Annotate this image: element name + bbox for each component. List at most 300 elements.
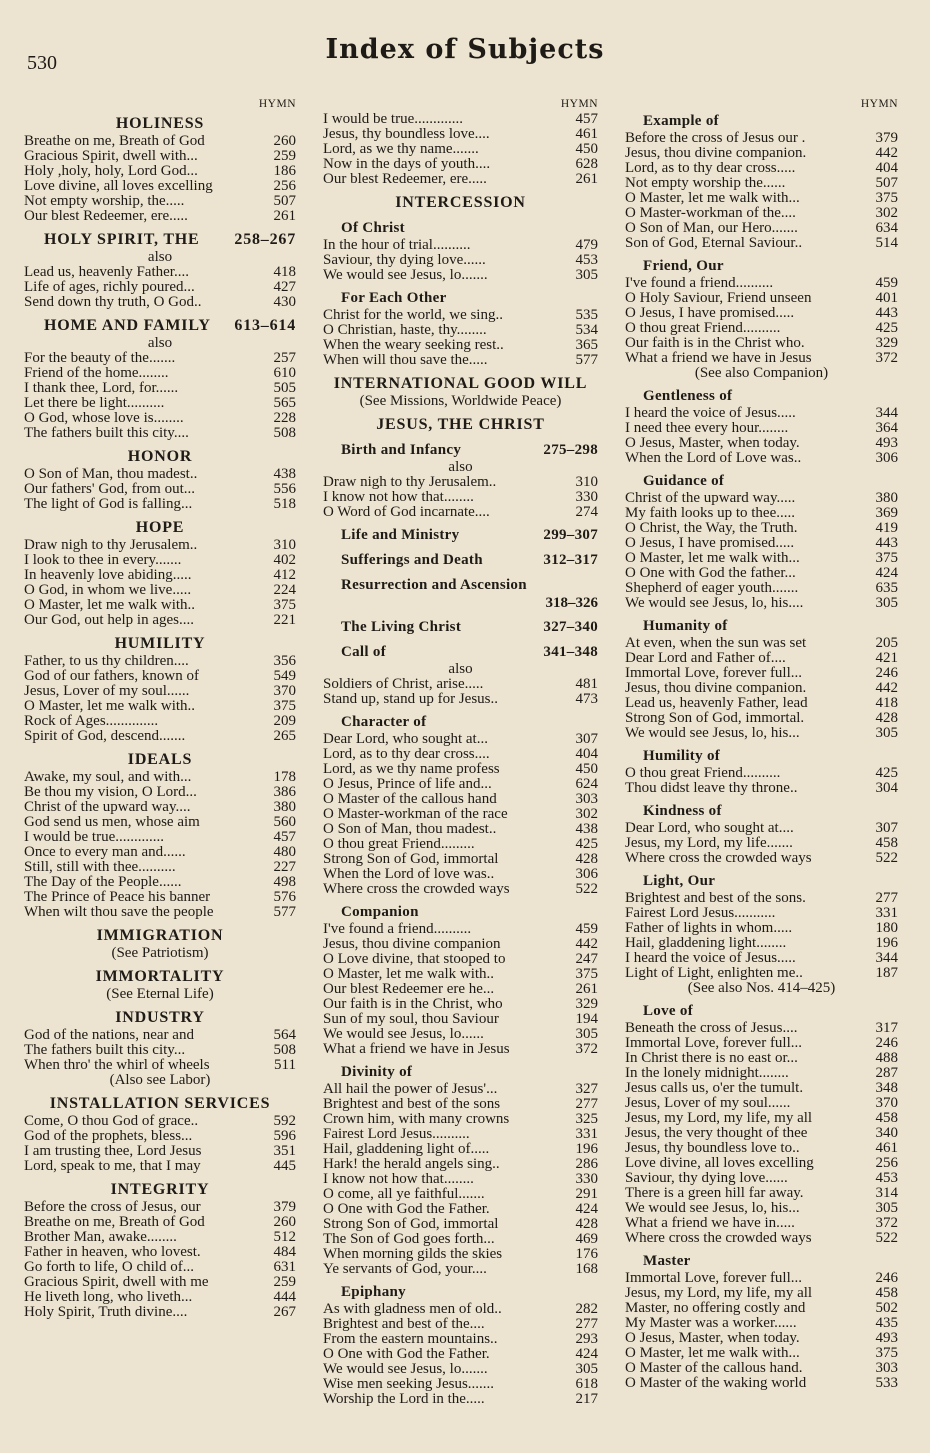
hymn-number: 453 <box>575 252 598 268</box>
section-heading <box>24 1008 296 1028</box>
index-entry <box>24 1129 296 1144</box>
index-entry <box>24 381 296 396</box>
entry-first-line: Where cross the crowded ways <box>625 851 812 866</box>
index-entry <box>24 553 296 568</box>
entry-first-line: O Master of the callous hand <box>323 792 497 807</box>
hymn-number: 305 <box>875 595 898 611</box>
index-entry <box>625 566 898 581</box>
entry-first-line: Jesus, Lover of my soul...... <box>625 1096 791 1111</box>
entry-first-line: O One with God the father... <box>625 566 796 581</box>
hymn-number: 592 <box>273 1113 296 1129</box>
index-entry <box>323 1042 598 1057</box>
hymn-number: 442 <box>575 936 598 952</box>
entry-first-line: We would see Jesus, lo....... <box>323 1362 488 1377</box>
entry-first-line: Once to every man and...... <box>24 845 186 860</box>
hymn-number: 480 <box>273 844 296 860</box>
index-entry <box>323 475 598 490</box>
index-entry <box>625 176 898 191</box>
hymn-number: 380 <box>875 490 898 506</box>
hymn-number: 286 <box>575 1156 598 1172</box>
index-entry <box>625 596 898 611</box>
hymn-number: 180 <box>875 920 898 936</box>
hymn-number: 375 <box>273 597 296 613</box>
index-entry <box>625 1096 898 1111</box>
hymn-number: 375 <box>875 550 898 566</box>
index-entry <box>24 134 296 149</box>
entry-first-line: Where cross the crowded ways <box>625 1231 812 1246</box>
also-note: also <box>448 459 473 475</box>
subsection-heading <box>323 903 598 922</box>
heading-title: Master <box>643 1253 691 1269</box>
hymn-number: 404 <box>875 160 898 176</box>
index-entry <box>24 800 296 815</box>
index-entry <box>625 851 898 866</box>
entry-first-line: Breathe on me, Breath of God <box>24 134 205 149</box>
hymn-number: 560 <box>273 814 296 830</box>
entry-first-line: Master, no offering costly and <box>625 1301 806 1316</box>
index-entry <box>323 1097 598 1112</box>
index-entry <box>323 937 598 952</box>
entry-first-line: Strong Son of God, immortal <box>323 1217 499 1232</box>
entry-first-line: Crown him, with many crowns <box>323 1112 510 1127</box>
heading-title: Humanity of <box>643 618 728 634</box>
index-entry <box>24 1058 296 1073</box>
entry-first-line: God of the nations, near and <box>24 1028 194 1043</box>
index-entry <box>24 729 296 744</box>
index-entry <box>323 1112 598 1127</box>
entry-first-line: Now in the days of youth.... <box>323 157 491 172</box>
heading-title: Kindness of <box>643 803 722 819</box>
index-entry <box>625 891 898 906</box>
hymn-number: 356 <box>273 653 296 669</box>
hymn-number: 205 <box>875 635 898 651</box>
entry-first-line: The fathers built this city... <box>24 1043 186 1058</box>
hymn-number: 329 <box>875 335 898 351</box>
hymn-number: 304 <box>875 780 898 796</box>
entry-first-line: Sun of my soul, thou Saviour <box>323 1012 499 1027</box>
hymn-number: 450 <box>575 141 598 157</box>
hymn-number: 508 <box>273 425 296 441</box>
heading-title: IDEALS <box>127 751 193 768</box>
heading-title: Guidance of <box>643 473 725 489</box>
heading-title: Humility of <box>643 748 721 764</box>
heading-title: Birth and Infancy <box>341 442 462 458</box>
hymn-column-label: HYMN <box>860 98 898 110</box>
index-entry <box>625 936 898 951</box>
index-entry <box>625 1111 898 1126</box>
hymn-number: 533 <box>875 1375 898 1391</box>
section-heading <box>24 634 296 654</box>
index-entry <box>323 127 598 142</box>
index-entry <box>625 836 898 851</box>
entry-first-line: O Christ, the Way, the Truth. <box>625 521 798 536</box>
index-entry <box>625 1021 898 1036</box>
section-heading <box>24 447 296 467</box>
page-number: 530 <box>27 52 57 74</box>
entry-first-line: Strong Son of God, immortal. <box>625 711 805 726</box>
index-entry <box>323 792 598 807</box>
hymn-number: 370 <box>875 1095 898 1111</box>
hymn-number: 186 <box>273 163 296 179</box>
entry-first-line: Jesus, my Lord, my life....... <box>625 836 793 851</box>
hymn-number: 549 <box>273 668 296 684</box>
index-column-2 <box>323 96 598 1413</box>
index-entry <box>625 306 898 321</box>
entry-first-line: O Jesus, I have promised..... <box>625 536 795 551</box>
index-entry <box>625 276 898 291</box>
index-entry <box>625 951 898 966</box>
index-entry <box>24 538 296 553</box>
index-section <box>24 447 296 512</box>
hymn-number: 412 <box>273 567 296 583</box>
index-entry <box>323 747 598 762</box>
hymn-number: 428 <box>875 710 898 726</box>
hymn-number: 481 <box>575 676 598 692</box>
index-entry <box>625 921 898 936</box>
also-note: also <box>147 335 173 351</box>
subsection-heading <box>625 617 898 636</box>
hymn-number: 610 <box>273 365 296 381</box>
hymn-number: 303 <box>875 1360 898 1376</box>
index-section <box>323 576 598 612</box>
index-entry <box>625 421 898 436</box>
heading-title: JESUS, THE CHRIST <box>376 416 545 433</box>
entry-first-line: Not empty worship the...... <box>625 176 786 191</box>
heading-title: Life and Ministry <box>341 527 460 543</box>
hymn-number: 344 <box>875 950 898 966</box>
hymn-number: 209 <box>273 713 296 729</box>
heading-title: Sufferings and Death <box>341 552 483 568</box>
index-section <box>323 193 598 213</box>
hymn-range: 258–267 <box>234 231 296 248</box>
section-heading <box>24 518 296 538</box>
index-entry <box>625 1081 898 1096</box>
index-entry <box>323 1172 598 1187</box>
hymn-number: 331 <box>575 1126 598 1142</box>
entry-first-line: O Master-workman of the race <box>323 807 508 822</box>
index-entry <box>24 411 296 426</box>
also-note: also <box>147 249 173 265</box>
heading-title: Gentleness of <box>643 388 733 404</box>
index-section <box>625 747 898 796</box>
hymn-number: 331 <box>875 905 898 921</box>
entry-first-line: When thro' the whirl of wheels <box>24 1058 210 1073</box>
hymn-number: 365 <box>575 337 598 353</box>
subsection-heading <box>323 551 598 570</box>
hymn-number: 306 <box>575 866 598 882</box>
index-entry <box>323 1332 598 1347</box>
entry-first-line: I know not how that........ <box>323 1172 474 1187</box>
subsection-heading <box>323 526 598 545</box>
index-entry <box>24 1028 296 1043</box>
entry-first-line: Saviour, thy dying love...... <box>323 253 486 268</box>
hymn-number: 596 <box>273 1128 296 1144</box>
entry-first-line: We would see Jesus, lo, his... <box>625 726 800 741</box>
subsection-heading <box>625 747 898 766</box>
entry-first-line: Christ of the upward way..... <box>625 491 796 506</box>
hymn-number: 493 <box>875 1330 898 1346</box>
index-entry <box>323 1262 598 1277</box>
entry-first-line: Saviour, thy dying love...... <box>625 1171 788 1186</box>
hymn-number: 372 <box>875 350 898 366</box>
index-section <box>323 526 598 545</box>
see-also-note: (See Eternal Life) <box>106 986 214 1002</box>
index-section <box>625 257 898 381</box>
hymn-number: 635 <box>875 580 898 596</box>
heading-title: HOLY SPIRIT, THE <box>44 231 200 248</box>
entry-first-line: He liveth long, who liveth... <box>24 1290 193 1305</box>
index-entry <box>625 1141 898 1156</box>
entry-first-line: Our blest Redeemer, ere..... <box>24 209 188 224</box>
entry-first-line: O Holy Saviour, Friend unseen <box>625 291 812 306</box>
index-entry <box>625 236 898 251</box>
subsection-heading <box>323 643 598 662</box>
hymn-number: 404 <box>575 746 598 762</box>
entry-first-line: Hail, gladdening light........ <box>625 936 787 951</box>
hymn-number: 329 <box>575 996 598 1012</box>
see-also-note: (See Patriotism) <box>111 945 209 961</box>
subsection-heading <box>323 618 598 637</box>
entry-first-line: Stand up, stand up for Jesus.. <box>323 692 498 707</box>
entry-first-line: O Jesus, Master, when today. <box>625 436 800 451</box>
entry-first-line: Gracious Spirit, dwell with... <box>24 149 198 164</box>
entry-first-line: Holy ,holy, holy, Lord God... <box>24 164 198 179</box>
hymn-number: 428 <box>575 1216 598 1232</box>
entry-first-line: O God, whose love is........ <box>24 411 184 426</box>
index-entry <box>323 1317 598 1332</box>
heading-title: HONOR <box>127 448 193 465</box>
hymn-number: 458 <box>875 1110 898 1126</box>
heading-title: IMMORTALITY <box>95 968 225 985</box>
entry-first-line: Spirit of God, descend....... <box>24 729 186 744</box>
hymn-number: 305 <box>575 1026 598 1042</box>
hymn-number: 386 <box>273 784 296 800</box>
entry-first-line: We would see Jesus, lo, his.... <box>625 596 804 611</box>
entry-first-line: O Master, let me walk with... <box>625 551 800 566</box>
index-entry <box>323 253 598 268</box>
hymn-number: 442 <box>875 680 898 696</box>
index-entry <box>323 732 598 747</box>
entry-first-line: Be thou my vision, O Lord... <box>24 785 197 800</box>
index-entry <box>24 1275 296 1290</box>
index-section <box>625 1252 898 1391</box>
entry-first-line: Our faith is in the Christ who. <box>625 336 805 351</box>
index-entry <box>24 1305 296 1320</box>
entry-first-line: I've found a friend.......... <box>323 922 472 937</box>
index-entry <box>625 711 898 726</box>
index-section <box>625 472 898 611</box>
index-entry <box>323 268 598 283</box>
entry-first-line: Father in heaven, who lovest. <box>24 1245 201 1260</box>
entry-first-line: Friend of the home........ <box>24 366 169 381</box>
index-entry <box>625 191 898 206</box>
hymn-number: 375 <box>875 1345 898 1361</box>
index-entry <box>24 497 296 512</box>
hymn-number: 458 <box>875 835 898 851</box>
hymn-number: 522 <box>575 881 598 897</box>
hymn-number: 259 <box>273 148 296 164</box>
hymn-number: 261 <box>575 171 598 187</box>
entry-first-line: I am trusting thee, Lord Jesus <box>24 1144 202 1159</box>
index-entry <box>24 875 296 890</box>
entry-first-line: O Jesus, I have promised..... <box>625 306 795 321</box>
index-entry <box>24 654 296 669</box>
entry-first-line: Still, still with thee.......... <box>24 860 176 875</box>
entry-first-line: O Master, let me walk with.. <box>24 598 196 613</box>
hymn-number: 438 <box>575 821 598 837</box>
index-entry <box>24 830 296 845</box>
index-section <box>323 374 598 409</box>
hymn-number: 457 <box>273 829 296 845</box>
index-entry <box>323 238 598 253</box>
index-entry <box>625 1066 898 1081</box>
index-entry <box>323 677 598 692</box>
entry-first-line: When the weary seeking rest.. <box>323 338 504 353</box>
entry-first-line: O Jesus, Master, when today. <box>625 1331 800 1346</box>
entry-first-line: The fathers built this city.... <box>24 426 189 441</box>
heading-title: Love of <box>643 1003 694 1019</box>
index-entry <box>323 837 598 852</box>
hymn-number: 227 <box>273 859 296 875</box>
hymn-number: 246 <box>875 1270 898 1286</box>
index-entry <box>24 1245 296 1260</box>
hymn-number: 187 <box>875 965 898 981</box>
hymn-number: 418 <box>875 695 898 711</box>
hymn-number: 256 <box>273 178 296 194</box>
index-entry <box>323 762 598 777</box>
index-entry <box>24 613 296 628</box>
hymn-number: 424 <box>875 565 898 581</box>
index-section <box>323 219 598 283</box>
hymn-number: 425 <box>575 836 598 852</box>
index-entry <box>24 860 296 875</box>
entry-first-line: In Christ there is no east or... <box>625 1051 798 1066</box>
index-section <box>323 551 598 570</box>
entry-first-line: O Master of the callous hand. <box>625 1361 803 1376</box>
index-entry <box>24 426 296 441</box>
index-column-3 <box>625 96 898 1397</box>
hymn-number: 458 <box>875 1285 898 1301</box>
hymn-number: 438 <box>273 466 296 482</box>
entry-first-line: God send us men, whose aim <box>24 815 200 830</box>
hymn-number: 443 <box>875 305 898 321</box>
entry-first-line: When wilt thou save the people <box>24 905 214 920</box>
index-entry <box>323 1302 598 1317</box>
entry-first-line: O Son of Man, thou madest.. <box>24 467 198 482</box>
hymn-number: 282 <box>575 1301 598 1317</box>
entry-first-line: Not empty worship, the..... <box>24 194 185 209</box>
index-entry <box>625 1126 898 1141</box>
hymn-number: 310 <box>575 474 598 490</box>
index-entry <box>323 982 598 997</box>
entry-first-line: The Prince of Peace his banner <box>24 890 211 905</box>
entry-first-line: Fairest Lord Jesus.......... <box>323 1127 470 1142</box>
heading-title: HUMILITY <box>114 635 206 652</box>
index-section <box>323 643 598 707</box>
entry-first-line: Our fathers' God, from out... <box>24 482 195 497</box>
index-entry <box>323 1362 598 1377</box>
entry-first-line: From the eastern mountains.. <box>323 1332 498 1347</box>
index-entry <box>323 1187 598 1202</box>
entry-first-line: God of our fathers, known of <box>24 669 199 684</box>
hymn-number: 453 <box>875 1170 898 1186</box>
index-entry <box>323 852 598 867</box>
hymn-number: 502 <box>875 1300 898 1316</box>
page-title: Index of Subjects <box>325 34 605 65</box>
entry-first-line: Jesus, thy boundless love.... <box>323 127 490 142</box>
hymn-number: 435 <box>875 1315 898 1331</box>
hymn-number: 424 <box>575 1346 598 1362</box>
entry-first-line: Immortal Love, forever full... <box>625 1036 803 1051</box>
hymn-number: 351 <box>273 1143 296 1159</box>
index-entry <box>323 1157 598 1172</box>
hymn-range: 275–298 <box>543 442 598 458</box>
hymn-number: 260 <box>273 1214 296 1230</box>
hymn-number: 287 <box>875 1065 898 1081</box>
heading-title: Divinity of <box>341 1064 413 1080</box>
index-entry <box>625 1316 898 1331</box>
index-entry <box>24 890 296 905</box>
hymn-number: 401 <box>875 290 898 306</box>
index-entry <box>24 179 296 194</box>
entry-first-line: I've found a friend.......... <box>625 276 774 291</box>
hymn-number: 369 <box>875 505 898 521</box>
hymn-number: 511 <box>274 1057 296 1073</box>
entry-first-line: O Son of Man, our Hero....... <box>625 221 798 236</box>
entry-first-line: Ye servants of God, your.... <box>323 1262 487 1277</box>
hymn-number: 317 <box>875 1020 898 1036</box>
entry-first-line: Jesus, thou divine companion. <box>625 146 807 161</box>
hymn-number: 291 <box>575 1186 598 1202</box>
index-entry <box>323 1027 598 1042</box>
index-entry <box>24 583 296 598</box>
entry-first-line: O One with God the Father. <box>323 1202 490 1217</box>
entry-first-line: Our blest Redeemer ere he... <box>323 982 495 997</box>
entry-first-line: Christ for the world, we sing.. <box>323 308 503 323</box>
hymn-number: 277 <box>575 1316 598 1332</box>
index-entry <box>24 295 296 310</box>
index-entry <box>625 131 898 146</box>
hymn-number: 442 <box>875 145 898 161</box>
index-entry <box>323 1012 598 1027</box>
heading-title: INDUSTRY <box>115 1009 205 1026</box>
index-section <box>625 617 898 741</box>
index-entry <box>24 1260 296 1275</box>
hymn-range: 341–348 <box>543 644 598 660</box>
index-entry <box>625 966 898 981</box>
index-section <box>625 802 898 866</box>
index-entry <box>625 521 898 536</box>
entry-first-line: Brother Man, awake........ <box>24 1230 177 1245</box>
index-entry <box>323 323 598 338</box>
hymn-number: 507 <box>875 175 898 191</box>
entry-first-line: In heavenly love abiding..... <box>24 568 192 583</box>
entry-first-line: O come, all ye faithful....... <box>323 1187 485 1202</box>
index-entry <box>24 1215 296 1230</box>
hymn-number: 624 <box>575 776 598 792</box>
hymn-range: 318–326 <box>545 595 598 611</box>
index-entry <box>24 1159 296 1174</box>
index-entry <box>323 338 598 353</box>
index-entry <box>625 1216 898 1231</box>
index-entry <box>625 726 898 741</box>
index-section <box>625 387 898 466</box>
entry-first-line: O Master of the waking world <box>625 1376 807 1391</box>
subsection-heading <box>625 1252 898 1271</box>
hymn-number: 459 <box>875 275 898 291</box>
entry-first-line: Brightest and best of the sons <box>323 1097 501 1112</box>
entry-first-line: Go forth to life, O child of... <box>24 1260 194 1275</box>
